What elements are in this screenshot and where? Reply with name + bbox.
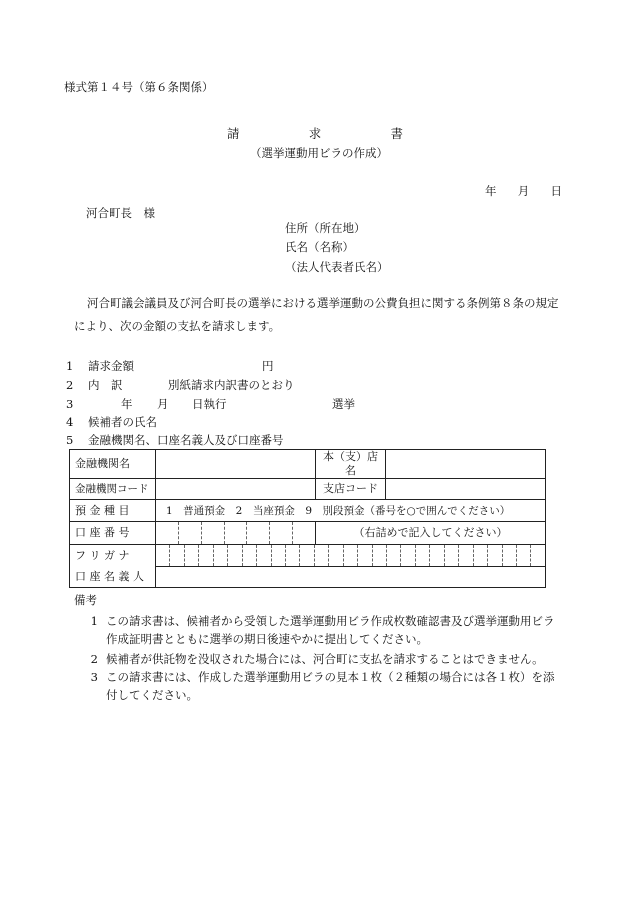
account-holder-label: 口 座 名 義 人 xyxy=(70,567,156,588)
note-3-number: 3 xyxy=(90,670,98,684)
bank-account-table xyxy=(69,449,546,588)
bank-name-label: 金融機関名 xyxy=(70,450,156,479)
furigana-boxes[interactable] xyxy=(156,545,546,567)
item-1-number: 1 xyxy=(66,359,74,373)
date-month: 月 xyxy=(517,184,530,198)
body-text-line1: 河合町議会議員及び河合町長の選挙における選挙運動の公費負担に関する条例第８条の規定 xyxy=(87,296,559,310)
item-1-label: 請求金額 xyxy=(88,359,134,373)
addressee: 河合町長 様 xyxy=(86,206,155,220)
item-2-number: 2 xyxy=(66,378,74,392)
note-1-line2: 作成証明書とともに選挙の期日後速やかに提出してください。 xyxy=(106,632,428,646)
account-number-label: 口 座 番 号 xyxy=(70,522,156,545)
item-2-value: 別紙請求内訳書のとおり xyxy=(168,378,295,392)
note-2-number: 2 xyxy=(90,652,98,666)
branch-name-field[interactable] xyxy=(386,450,546,479)
bank-code-label: 金融機関コード xyxy=(70,479,156,500)
note-3 xyxy=(70,668,570,704)
item-4-label: 候補者の氏名 xyxy=(88,415,157,429)
bank-name-field[interactable] xyxy=(156,450,316,479)
page-title xyxy=(227,126,403,141)
account-number-note: （右詰めで記入してください） xyxy=(316,522,546,545)
page-subtitle: （選挙運動用ビラの作成） xyxy=(250,146,388,160)
applicant-name: 氏名（名称） xyxy=(285,240,354,254)
note-1 xyxy=(70,612,570,648)
item-5-label: 金融機関名、口座名義人及び口座番号 xyxy=(88,433,284,447)
account-holder-field[interactable] xyxy=(156,567,546,588)
title-char-1: 請 xyxy=(227,126,240,141)
date-line xyxy=(485,184,562,199)
furigana-label: フ リ ガ ナ xyxy=(70,545,156,567)
branch-code-field[interactable] xyxy=(386,479,546,500)
date-day: 日 xyxy=(550,184,562,198)
item-2-label: 内 訳 xyxy=(88,378,123,392)
bank-code-field[interactable] xyxy=(156,479,316,500)
branch-code-label: 支店コード xyxy=(316,479,386,500)
form-number: 様式第１４号（第６条関係） xyxy=(64,80,214,94)
notes-heading: 備考 xyxy=(74,593,97,607)
title-char-3: 書 xyxy=(390,126,403,141)
deposit-type-label: 預 金 種 目 xyxy=(70,500,156,522)
account-number-boxes[interactable] xyxy=(156,522,316,545)
item-1-unit: 円 xyxy=(262,359,274,373)
note-3-line2: 付してください。 xyxy=(106,688,198,702)
applicant-representative: （法人代表者氏名） xyxy=(285,260,389,274)
note-2 xyxy=(70,650,570,668)
item-3-election: 選挙 xyxy=(332,397,355,411)
deposit-type-options[interactable]: 1 普通預金 2 当座預金 9 別段預金（番号を○で囲んでください） xyxy=(156,500,546,522)
title-char-2: 求 xyxy=(308,126,322,141)
item-3-month: 月 xyxy=(157,397,169,411)
body-text-line2: により、次の金額の支払を請求します。 xyxy=(74,319,281,333)
item-3-day: 日執行 xyxy=(192,397,227,411)
date-year: 年 xyxy=(485,184,497,198)
note-2-line1: 候補者が供託物を没収された場合には、河合町に支払を請求することはできません。 xyxy=(106,652,544,666)
item-5-number: 5 xyxy=(66,433,74,447)
note-1-line1: この請求書は、候補者から受領した選挙運動用ビラ作成枚数確認書及び選挙運動用ビラ xyxy=(106,614,555,628)
note-3-line1: この請求書には、作成した選挙運動用ビラの見本１枚（２種類の場合には各１枚）を添 xyxy=(106,670,555,684)
applicant-address: 住所（所在地） xyxy=(285,221,366,235)
item-4-number: 4 xyxy=(66,415,74,429)
branch-name-label: 本（支）店名 xyxy=(316,450,386,479)
item-3-year: 年 xyxy=(121,397,133,411)
item-3-number: 3 xyxy=(66,397,74,411)
note-1-number: 1 xyxy=(90,614,98,628)
